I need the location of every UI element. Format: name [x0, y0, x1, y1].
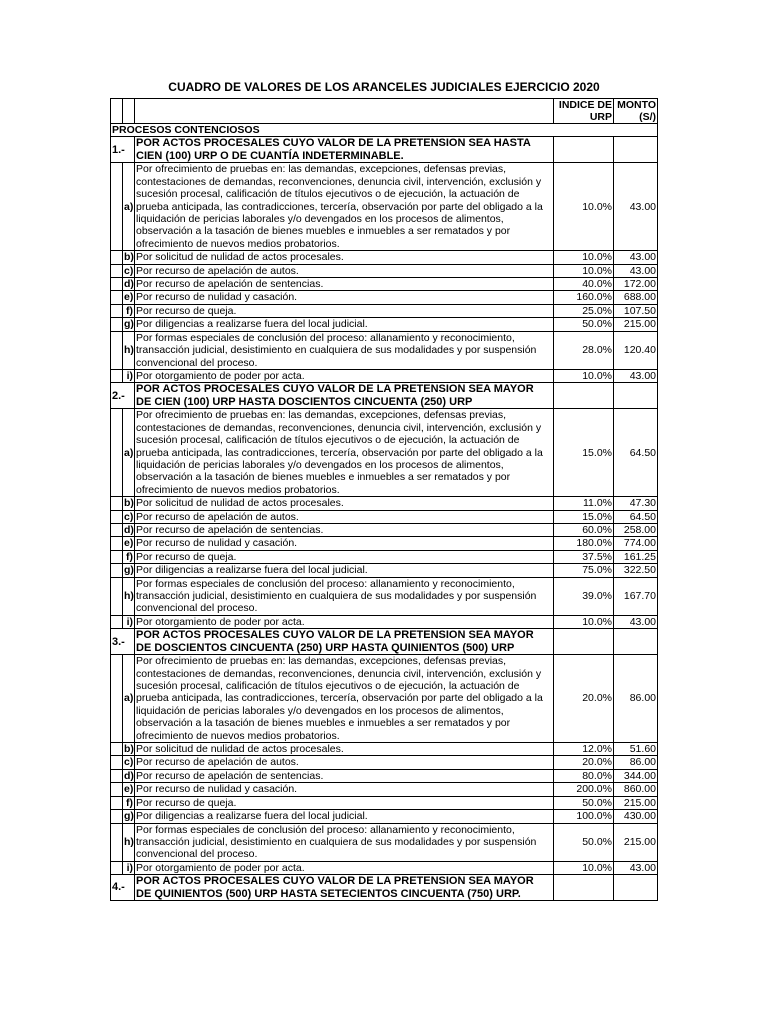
tariff-row	[111, 564, 658, 577]
item-description: Por diligencias a realizarse fuera del local judicial.	[135, 318, 554, 331]
empty-cell	[111, 796, 123, 809]
empty-cell	[111, 510, 123, 523]
item-description: Por recurso de apelación de sentencias.	[135, 278, 554, 291]
empty-cell	[135, 99, 554, 124]
item-indice: 10.0%	[554, 615, 614, 628]
item-letter: g)	[124, 810, 134, 823]
tariff-row	[111, 163, 658, 251]
item-description: Por recurso de nulidad y casación.	[135, 537, 554, 550]
tariff-row	[111, 523, 658, 536]
section-number: 1.-	[111, 137, 135, 163]
item-letter: i)	[123, 369, 135, 382]
section-header-row	[111, 629, 658, 655]
item-monto: 51.60	[614, 743, 658, 756]
item-monto: 120.40	[614, 331, 658, 369]
item-description: Por recurso de apelación de autos.	[135, 264, 554, 277]
item-indice: 10.0%	[554, 251, 614, 264]
tariff-row	[111, 655, 658, 743]
empty-cell	[111, 99, 123, 124]
empty-cell	[111, 810, 123, 823]
tariff-row	[111, 743, 658, 756]
item-description: Por ofrecimiento de pruebas en: las demandas, excepciones, defensas previas, contestaciones de demandas, reconvenciones, denuncia civil, intervención, exclusión y sucesión procesal, calificación de títulos ejecutivos o de ejecución, la actuación de prueba anticipada, las contradicciones, tercería, observación por parte del obligado a la liquidación de pericias laborales y/o devengados en los procesos de alimentos, observación a la tasación de bienes muebles e inmuebles a ser rematados y por ofrecimiento de nuevos medios probatorios.	[135, 163, 554, 251]
section-number: 4.-	[111, 875, 135, 901]
empty-cell	[111, 369, 123, 382]
item-description: Por solicitud de nulidad de actos procesales.	[135, 743, 554, 756]
tariff-row	[111, 796, 658, 809]
item-indice: 50.0%	[554, 318, 614, 331]
item-letter: g)	[124, 318, 134, 331]
tariff-row	[111, 331, 658, 369]
item-monto: 64.50	[614, 510, 658, 523]
item-letter: g)	[124, 564, 134, 577]
empty-cell	[111, 264, 123, 277]
tariff-row	[111, 278, 658, 291]
empty-cell	[554, 383, 614, 409]
empty-cell	[111, 523, 123, 536]
item-description: Por recurso de apelación de sentencias.	[135, 523, 554, 536]
section-title: POR ACTOS PROCESALES CUYO VALOR DE LA PRETENSION SEA HASTA CIEN (100) URP O DE CUANTÍA INDETERMINABLE.	[135, 137, 554, 163]
tariff-row	[111, 615, 658, 628]
item-letter: b)	[124, 497, 134, 510]
empty-cell	[111, 304, 123, 317]
tariff-row	[111, 409, 658, 497]
item-letter: h)	[123, 331, 135, 369]
item-indice: 11.0%	[554, 497, 614, 510]
item-description: Por ofrecimiento de pruebas en: las demandas, excepciones, defensas previas, contestaciones de demandas, reconvenciones, denuncia civil, intervención, exclusión y sucesión procesal, calificación de títulos ejecutivos o de ejecución, la actuación de prueba anticipada, las contradicciones, tercería, observación por parte del obligado a la liquidación de pericias laborales y/o devengados en los procesos de alimentos, observación a la tasación de bienes muebles e inmuebles a ser rematados y por ofrecimiento de nuevos medios probatorios.	[135, 655, 554, 743]
item-indice: 10.0%	[554, 861, 614, 874]
item-monto: 774.00	[614, 537, 658, 550]
tariff-row	[111, 369, 658, 382]
item-description: Por solicitud de nulidad de actos procesales.	[135, 497, 554, 510]
item-letter: d)	[124, 769, 134, 782]
item-letter: c)	[124, 510, 134, 523]
section-title: POR ACTOS PROCESALES CUYO VALOR DE LA PRETENSION SEA MAYOR DE CIEN (100) URP HASTA DOSCIENTOS CINCUENTA (250) URP	[135, 383, 554, 409]
item-description: Por recurso de apelación de sentencias.	[135, 769, 554, 782]
item-indice: 60.0%	[554, 523, 614, 536]
item-description: Por diligencias a realizarse fuera del local judicial.	[135, 564, 554, 577]
section-header-row	[111, 875, 658, 901]
empty-cell	[111, 537, 123, 550]
tariff-row	[111, 550, 658, 563]
empty-cell	[614, 383, 658, 409]
item-indice: 20.0%	[554, 756, 614, 769]
item-indice: 12.0%	[554, 743, 614, 756]
tariff-row	[111, 291, 658, 304]
item-monto: 107.50	[614, 304, 658, 317]
tariff-row	[111, 861, 658, 874]
section-number: 2.-	[111, 383, 135, 409]
item-description: Por ofrecimiento de pruebas en: las demandas, excepciones, defensas previas, contestaciones de demandas, reconvenciones, denuncia civil, intervención, exclusión y sucesión procesal, calificación de títulos ejecutivos o de ejecución, la actuación de prueba anticipada, las contradicciones, tercería, observación por parte del obligado a la liquidación de pericias laborales y/o devengados en los procesos de alimentos, observación a la tasación de bienes muebles e inmuebles a ser rematados y por ofrecimiento de nuevos medios probatorios.	[135, 409, 554, 497]
item-monto: 167.70	[614, 577, 658, 615]
item-letter: c)	[124, 264, 134, 277]
header-row	[111, 99, 658, 124]
item-description: Por recurso de queja.	[135, 796, 554, 809]
item-monto: 258.00	[614, 523, 658, 536]
item-letter: a)	[123, 409, 135, 497]
item-monto: 215.00	[614, 318, 658, 331]
section-header-row	[111, 383, 658, 409]
empty-cell	[554, 137, 614, 163]
tariff-row	[111, 577, 658, 615]
empty-cell	[111, 861, 123, 874]
empty-cell	[111, 331, 123, 369]
item-monto: 47.30	[614, 497, 658, 510]
monto-header: MONTO (S/)	[614, 99, 658, 124]
empty-cell	[111, 497, 123, 510]
item-monto: 322.50	[614, 564, 658, 577]
item-description: Por recurso de nulidad y casación.	[135, 291, 554, 304]
item-description: Por recurso de queja.	[135, 550, 554, 563]
item-indice: 180.0%	[554, 537, 614, 550]
tariff-row	[111, 810, 658, 823]
item-indice: 28.0%	[554, 331, 614, 369]
item-indice: 200.0%	[554, 783, 614, 796]
item-monto: 86.00	[614, 756, 658, 769]
indice-header: INDICE DE URP	[554, 99, 614, 124]
item-monto: 172.00	[614, 278, 658, 291]
empty-cell	[111, 564, 123, 577]
item-description: Por otorgamiento de poder por acta.	[135, 369, 554, 382]
item-letter: a)	[123, 163, 135, 251]
item-monto: 215.00	[614, 823, 658, 861]
empty-cell	[614, 875, 658, 901]
item-monto: 86.00	[614, 655, 658, 743]
tariff-row	[111, 304, 658, 317]
item-monto: 64.50	[614, 409, 658, 497]
tariff-row	[111, 756, 658, 769]
item-monto: 43.00	[614, 861, 658, 874]
tariff-row	[111, 318, 658, 331]
empty-cell	[111, 655, 123, 743]
item-monto: 43.00	[614, 163, 658, 251]
empty-cell	[111, 251, 123, 264]
item-monto: 43.00	[614, 264, 658, 277]
item-letter: f)	[123, 550, 135, 563]
item-letter: d)	[124, 278, 134, 291]
empty-cell	[111, 577, 123, 615]
empty-cell	[111, 769, 123, 782]
empty-cell	[614, 137, 658, 163]
empty-cell	[111, 409, 123, 497]
item-description: Por otorgamiento de poder por acta.	[135, 615, 554, 628]
item-indice: 37.5%	[554, 550, 614, 563]
item-indice: 20.0%	[554, 655, 614, 743]
item-description: Por solicitud de nulidad de actos procesales.	[135, 251, 554, 264]
item-indice: 50.0%	[554, 823, 614, 861]
tariff-row	[111, 497, 658, 510]
category-label: PROCESOS CONTENCIOSOS	[111, 124, 658, 137]
item-letter: d)	[124, 523, 134, 536]
item-description: Por otorgamiento de poder por acta.	[135, 861, 554, 874]
empty-cell	[111, 163, 123, 251]
tariff-row	[111, 769, 658, 782]
item-description: Por formas especiales de conclusión del proceso: allanamiento y reconocimiento, transacción judicial, desistimiento en cualquiera de sus modalidades y por suspensión convencional del proceso.	[135, 331, 554, 369]
item-indice: 80.0%	[554, 769, 614, 782]
empty-cell	[111, 550, 123, 563]
item-monto: 344.00	[614, 769, 658, 782]
empty-cell	[614, 629, 658, 655]
item-letter: h)	[123, 823, 135, 861]
section-title: POR ACTOS PROCESALES CUYO VALOR DE LA PRETENSION SEA MAYOR DE DOSCIENTOS CINCUENTA (250) URP HASTA QUINIENTOS (500) URP	[135, 629, 554, 655]
tariff-row	[111, 783, 658, 796]
item-monto: 430.00	[614, 810, 658, 823]
item-monto: 43.00	[614, 615, 658, 628]
item-monto: 43.00	[614, 251, 658, 264]
item-letter: h)	[123, 577, 135, 615]
item-letter: e)	[124, 537, 134, 550]
item-indice: 75.0%	[554, 564, 614, 577]
empty-cell	[111, 743, 123, 756]
item-description: Por formas especiales de conclusión del proceso: allanamiento y reconocimiento, transacción judicial, desistimiento en cualquiera de sus modalidades y por suspensión convencional del proceso.	[135, 577, 554, 615]
tariff-row	[111, 510, 658, 523]
tariff-table	[110, 98, 658, 901]
item-indice: 15.0%	[554, 510, 614, 523]
item-monto: 215.00	[614, 796, 658, 809]
empty-cell	[111, 278, 123, 291]
item-description: Por recurso de queja.	[135, 304, 554, 317]
empty-cell	[111, 783, 123, 796]
document-title: CUADRO DE VALORES DE LOS ARANCELES JUDICIALES EJERCICIO 2020	[168, 80, 600, 94]
item-indice: 10.0%	[554, 369, 614, 382]
item-monto: 860.00	[614, 783, 658, 796]
item-monto: 43.00	[614, 369, 658, 382]
empty-cell	[111, 756, 123, 769]
item-letter: e)	[124, 783, 134, 796]
item-description: Por recurso de nulidad y casación.	[135, 783, 554, 796]
empty-cell	[554, 875, 614, 901]
item-letter: f)	[123, 796, 135, 809]
item-indice: 15.0%	[554, 409, 614, 497]
item-letter: c)	[124, 756, 134, 769]
tariff-row	[111, 537, 658, 550]
item-indice: 10.0%	[554, 163, 614, 251]
item-indice: 160.0%	[554, 291, 614, 304]
section-title: POR ACTOS PROCESALES CUYO VALOR DE LA PRETENSION SEA MAYOR DE QUINIENTOS (500) URP HASTA SETECIENTOS CINCUENTA (750) URP.	[135, 875, 554, 901]
category-row	[111, 124, 658, 137]
item-monto: 688.00	[614, 291, 658, 304]
tariff-row	[111, 264, 658, 277]
item-description: Por diligencias a realizarse fuera del local judicial.	[135, 810, 554, 823]
empty-cell	[111, 318, 123, 331]
item-letter: b)	[124, 743, 134, 756]
item-letter: i)	[123, 615, 135, 628]
tariff-row	[111, 823, 658, 861]
item-indice: 25.0%	[554, 304, 614, 317]
item-indice: 39.0%	[554, 577, 614, 615]
item-description: Por recurso de apelación de autos.	[135, 510, 554, 523]
tariff-row	[111, 251, 658, 264]
section-number: 3.-	[111, 629, 135, 655]
item-letter: f)	[123, 304, 135, 317]
item-indice: 100.0%	[554, 810, 614, 823]
empty-cell	[111, 291, 123, 304]
empty-cell	[111, 615, 123, 628]
item-letter: a)	[123, 655, 135, 743]
item-letter: b)	[124, 251, 134, 264]
item-letter: e)	[124, 291, 134, 304]
item-monto: 161.25	[614, 550, 658, 563]
empty-cell	[111, 823, 123, 861]
item-indice: 50.0%	[554, 796, 614, 809]
item-indice: 40.0%	[554, 278, 614, 291]
section-header-row	[111, 137, 658, 163]
item-indice: 10.0%	[554, 264, 614, 277]
item-letter: i)	[123, 861, 135, 874]
item-description: Por recurso de apelación de autos.	[135, 756, 554, 769]
empty-cell	[123, 99, 135, 124]
empty-cell	[554, 629, 614, 655]
item-description: Por formas especiales de conclusión del proceso: allanamiento y reconocimiento, transacción judicial, desistimiento en cualquiera de sus modalidades y por suspensión convencional del proceso.	[135, 823, 554, 861]
